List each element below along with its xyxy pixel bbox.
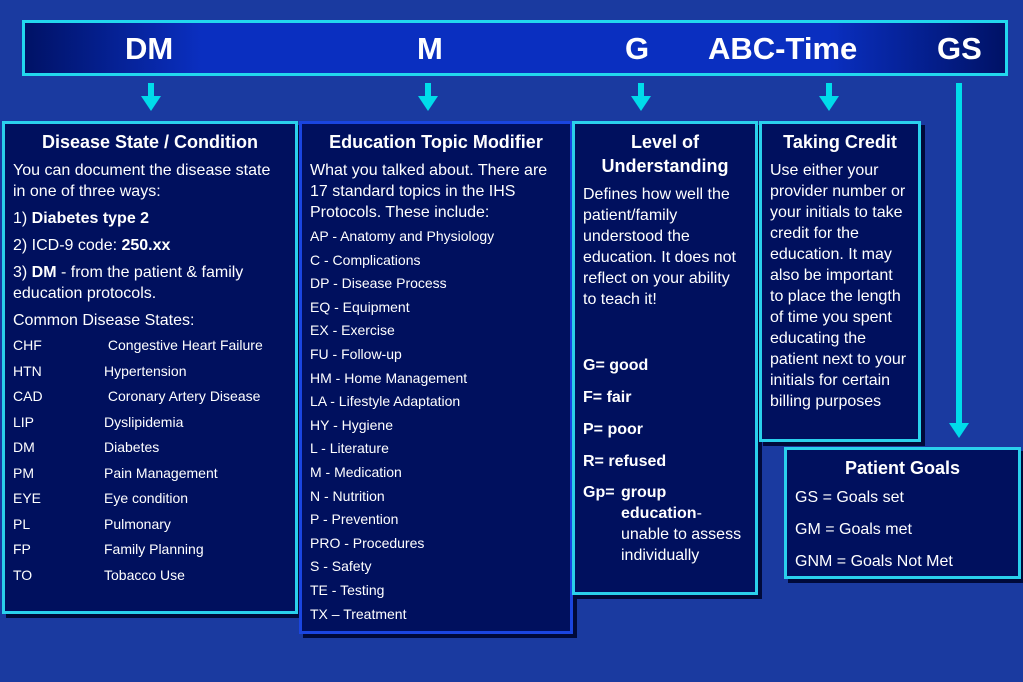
list-item: PM Pain Management <box>13 464 218 481</box>
level-refused: R= refused <box>583 453 667 470</box>
disease-states-list <box>13 333 287 588</box>
disease-state-intro: You can document the disease state in one of three ways: <box>13 162 271 200</box>
patient-goals-title: Patient Goals <box>844 458 961 478</box>
level-of-understanding-box <box>572 121 758 595</box>
goal-not-met: GNM = Goals Not Met <box>795 553 953 570</box>
taking-credit-text: Use either your provider number or your initials to take credit for the education. It may also be important to place the length of time you spent educating the patient next to your initials for certain billing purposes <box>770 162 907 410</box>
level-title: Level of Understanding <box>601 132 729 176</box>
list-item: TX – Treatment <box>310 605 407 622</box>
list-item: TO Tobacco Use <box>13 566 185 583</box>
disease-state-box <box>2 121 298 614</box>
education-topic-box <box>299 121 573 634</box>
list-item: DP - Disease Process <box>310 275 447 292</box>
list-item: EQ - Equipment <box>310 298 410 315</box>
disease-state-way-1: 1) Diabetes type 2 <box>13 210 150 227</box>
list-item: CAD Coronary Artery Disease <box>13 388 261 404</box>
list-item: EYE Eye condition <box>13 490 189 506</box>
list-item: HTN Hypertension <box>13 362 187 379</box>
list-item: HY - Hygiene <box>310 416 394 433</box>
list-item: FP Family Planning <box>13 541 204 557</box>
list-item: HM - Home Management <box>310 369 468 386</box>
level-intro: Defines how well the patient/family understood the education. It does not reflect on your ability to teach it! <box>583 186 736 308</box>
header-m: M <box>417 31 443 66</box>
disease-state-way-2: 2) ICD-9 code: 250.xx <box>13 237 171 254</box>
level-fair: F= fair <box>583 389 632 406</box>
arrow-down-icon <box>826 83 832 97</box>
list-item: CHF Congestive Heart Failure <box>13 337 263 353</box>
list-item: PL Pulmonary <box>13 515 171 532</box>
level-group: Gp= group education- unable to assess individually <box>583 484 742 564</box>
header-g: G <box>625 31 650 66</box>
header-dm: DM <box>125 31 174 66</box>
list-item: N - Nutrition <box>310 487 385 504</box>
goal-set: GS = Goals set <box>795 489 904 506</box>
list-item: DM Diabetes <box>13 439 160 455</box>
arrow-down-icon <box>638 83 644 97</box>
education-topics-list <box>310 225 562 626</box>
header-abc-time: ABC-Time <box>708 31 858 66</box>
arrow-down-icon <box>148 83 154 97</box>
header-bar <box>22 20 1008 76</box>
taking-credit-box <box>759 121 921 442</box>
arrow-down-icon <box>425 83 431 97</box>
education-topic-title: Education Topic Modifier <box>329 132 543 152</box>
patient-goals-box <box>784 447 1021 579</box>
header-gs: GS <box>937 31 982 66</box>
list-item: P - Prevention <box>310 511 399 528</box>
list-item: EX - Exercise <box>310 322 395 339</box>
list-item: TE - Testing <box>310 581 385 598</box>
level-poor: P= poor <box>583 421 644 438</box>
list-item: LIP Dyslipidemia <box>13 413 184 430</box>
disease-state-title: Disease State / Condition <box>41 132 259 152</box>
list-item: AP - Anatomy and Physiology <box>310 228 495 244</box>
list-item: FU - Follow-up <box>310 345 402 362</box>
level-good: G= good <box>583 357 649 374</box>
education-topic-intro: What you talked about. There are 17 standard topics in the IHS Protocols. These include: <box>310 162 548 221</box>
disease-state-way-3: 3) DM - from the patient & family education protocols. <box>13 264 244 302</box>
goal-met: GM = Goals met <box>795 521 912 538</box>
list-item: M - Medication <box>310 463 402 480</box>
common-states-title: Common Disease States: <box>13 312 195 329</box>
list-item: PRO - Procedures <box>310 534 425 551</box>
list-item: LA - Lifestyle Adaptation <box>310 393 461 410</box>
list-item: S - Safety <box>310 558 372 575</box>
taking-credit-title: Taking Credit <box>783 132 897 152</box>
list-item: C - Complications <box>310 251 421 268</box>
arrow-down-long-icon <box>956 83 962 424</box>
list-item: L - Literature <box>310 440 389 457</box>
